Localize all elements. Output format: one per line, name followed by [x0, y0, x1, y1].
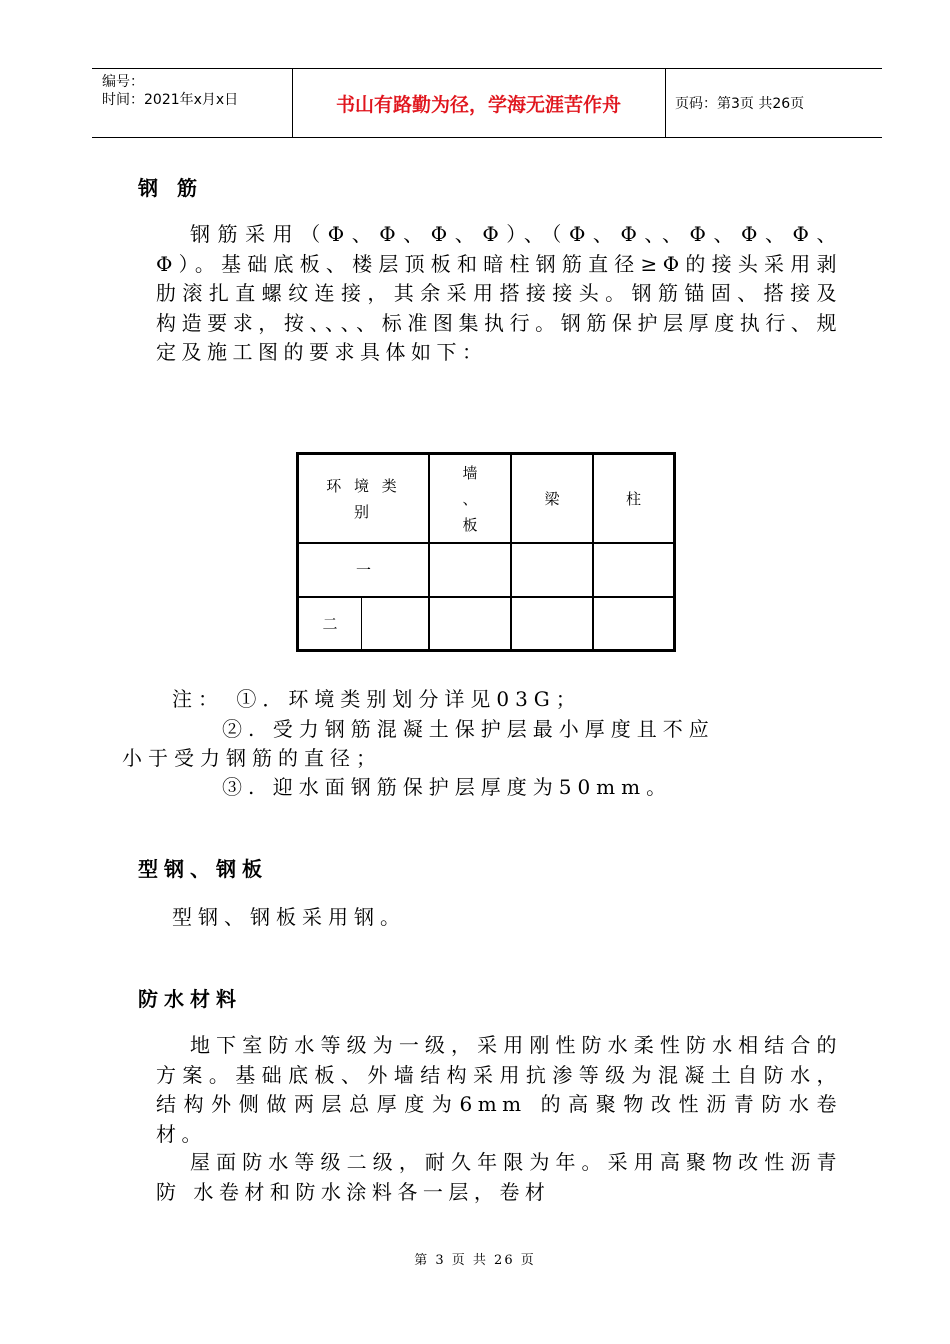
section-heading-rebar: 钢 筋: [138, 176, 203, 200]
section-heading-waterproof: 防水材料: [138, 987, 242, 1011]
steel-paragraph: 型钢、钢板采用钢。: [172, 905, 406, 929]
note-1: 注： ①．环境类别划分详见03G；: [172, 687, 582, 711]
waterproof-paragraph-1: 地下室防水等级为一级，采用刚性防水柔性防水相结合的方案。基础底板、外墙结构采用抗渗等级为混凝土自防水，结构外侧做两层总厚度为6mm 的高聚物改性沥青防水卷材。: [156, 1033, 842, 1146]
number-label: 编号：: [102, 74, 144, 90]
time-label: 时间：2021年x月x日: [102, 92, 239, 108]
header-divider: [665, 69, 666, 137]
table-row-label: 一: [355, 561, 371, 579]
note-3: ③. 迎水面钢筋保护层厚度为50mm。: [222, 775, 673, 799]
table-border: [296, 649, 676, 652]
rebar-paragraph: 钢筋采用（Φ、Φ、Φ、Φ）、（Φ、Φ、、Φ、Φ、Φ、Φ）。基础底板、楼层顶板和暗柱钢筋直径≥Φ的接头采用剥肋滚扎直螺纹连接，其余采用搭接接头。钢筋锚固、搭接及构造要求，按、、、、标准图集执行。钢筋保护层厚度执行、规定及施工图的要求具体如下：: [156, 222, 842, 364]
table-border: [673, 452, 676, 652]
header-page-label: 页码：第3页 共26页: [675, 96, 805, 112]
table-header-wall-slab: 墙 、 板: [462, 463, 478, 534]
header-motto: 书山有路勤为径，学海无涯苦作舟: [335, 93, 621, 116]
table-header-env-class: 环 境 类 别: [326, 476, 401, 521]
section-heading-steel: 型钢、钢板: [138, 857, 268, 881]
table-row-label: 二: [322, 614, 338, 633]
waterproof-paragraph-2: 屋面防水等级二级，耐久年限为年。采用高聚物改性沥青防 水卷材和防水涂料各一层，卷材: [156, 1150, 842, 1204]
note-2-line-1: ②. 受力钢筋混凝土保护层最小厚度且不应: [222, 717, 715, 741]
table-gridline: [361, 597, 362, 652]
page-footer: 第 3 页 共 26 页: [414, 1253, 536, 1268]
page-header: [92, 68, 882, 138]
cover-thickness-table: [296, 452, 676, 652]
table-header-beam: 梁: [544, 489, 560, 508]
header-meta: [102, 73, 238, 109]
note-2-line-2: 小于受力钢筋的直径；: [122, 746, 382, 770]
table-header-column: 柱: [625, 489, 641, 508]
